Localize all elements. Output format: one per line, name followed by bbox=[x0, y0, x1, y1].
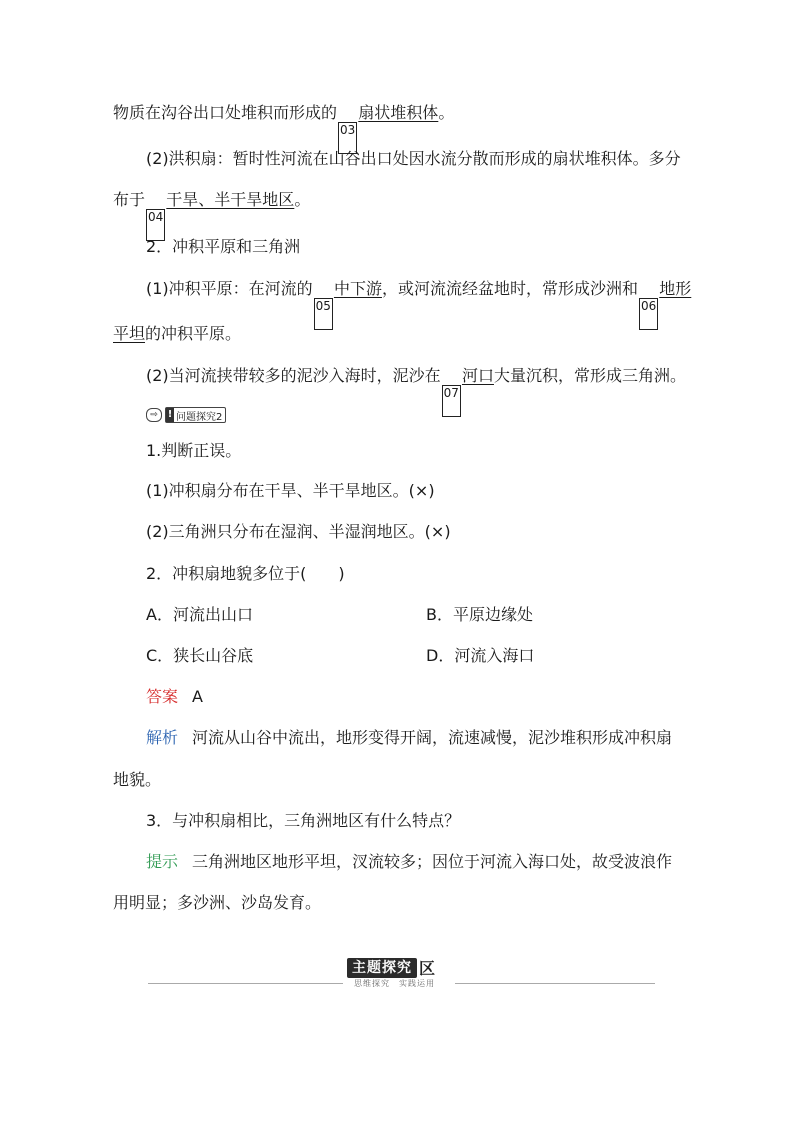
answer-blank: 平坦 bbox=[113, 324, 146, 343]
hint-line: 用明显；多沙洲、沙岛发育。 bbox=[113, 893, 322, 912]
exclamation-icon: ! bbox=[167, 409, 173, 420]
analysis-label: 解析 bbox=[146, 728, 179, 747]
question-item: (2)三角洲只分布在湿润、半湿润地区。(×) bbox=[146, 522, 451, 541]
hint-line bbox=[146, 851, 672, 873]
question-title: 3．与冲积扇相比，三角洲地区有什么特点？ bbox=[146, 811, 461, 830]
text: 。 bbox=[294, 190, 311, 209]
hint-label: 提示 bbox=[146, 852, 179, 871]
option-c: C．狭长山谷底 bbox=[146, 646, 254, 665]
answer-blank: 中下游 bbox=[333, 279, 382, 298]
hint-text: 三角洲地区地形平坦，汊流较多；因位于河流入海口处，故受波浪作 bbox=[192, 852, 673, 871]
question-title: 2．冲积扇地貌多位于( ) bbox=[146, 564, 345, 583]
option-a: A．河流出山口 bbox=[146, 605, 253, 624]
banner-title bbox=[347, 956, 435, 979]
paragraph-line bbox=[146, 365, 686, 417]
answer-blank: 扇状堆积体 bbox=[358, 103, 439, 122]
section-heading: 2．冲积平原和三角洲 bbox=[146, 237, 301, 256]
blank-number: 03 bbox=[338, 122, 357, 154]
text: 的冲积平原。 bbox=[145, 324, 242, 343]
section-banner bbox=[0, 956, 794, 992]
divider bbox=[148, 983, 343, 984]
text: ，或河流流经盆地时，常形成沙洲和 bbox=[381, 279, 638, 298]
paragraph-line bbox=[113, 102, 454, 154]
answer-line bbox=[146, 686, 203, 708]
tag-label: 问题探究2 bbox=[176, 411, 223, 423]
analysis-line bbox=[146, 727, 672, 749]
text: (2)当河流挟带较多的泥沙入海时，泥沙在 bbox=[146, 366, 441, 385]
paragraph-line bbox=[113, 323, 241, 345]
question-item: (1)冲积扇分布在干旱、半干旱地区。(×) bbox=[146, 481, 435, 500]
banner-subtitle: 思维探究 实践运用 bbox=[354, 979, 435, 988]
answer-blank: 河口 bbox=[461, 366, 494, 385]
analysis-text: 河流从山谷中流出，地形变得开阔，流速减慢，泥沙堆积形成冲积扇 bbox=[192, 728, 673, 747]
option-b: B．平原边缘处 bbox=[426, 605, 533, 624]
paragraph-line: (2)洪积扇：暂时性河流在山谷出口处因水流分散而形成的扇状堆积体。多分 bbox=[146, 149, 681, 168]
analysis-line: 地貌。 bbox=[113, 770, 162, 789]
blank-number: 04 bbox=[146, 209, 165, 241]
text: 大量沉积，常形成三角洲。 bbox=[493, 366, 686, 385]
answer-value: A bbox=[192, 687, 203, 706]
paragraph-line bbox=[113, 189, 310, 241]
blank-number: 06 bbox=[639, 298, 658, 330]
banner-title-light: 区 bbox=[419, 959, 436, 978]
banner-title-dark: 主题探究 bbox=[347, 958, 417, 978]
answer-label: 答案 bbox=[146, 687, 179, 706]
option-d: D．河流入海口 bbox=[426, 646, 535, 665]
question-explore-tag bbox=[146, 406, 226, 424]
arrow-right-icon: ⇨ bbox=[146, 408, 162, 422]
text: 布于 bbox=[113, 190, 146, 209]
question-title: 1.判断正误。 bbox=[146, 441, 242, 460]
tag-box bbox=[165, 407, 226, 423]
divider bbox=[455, 983, 655, 984]
blank-number: 05 bbox=[314, 298, 333, 330]
text: 物质在沟谷出口处堆积而形成的 bbox=[113, 103, 338, 122]
text: 。 bbox=[438, 103, 455, 122]
text: (1)冲积平原：在河流的 bbox=[146, 279, 313, 298]
blank-number: 07 bbox=[442, 385, 461, 417]
answer-blank: 干旱、半干旱地区 bbox=[166, 190, 295, 209]
answer-blank: 地形 bbox=[659, 279, 692, 298]
